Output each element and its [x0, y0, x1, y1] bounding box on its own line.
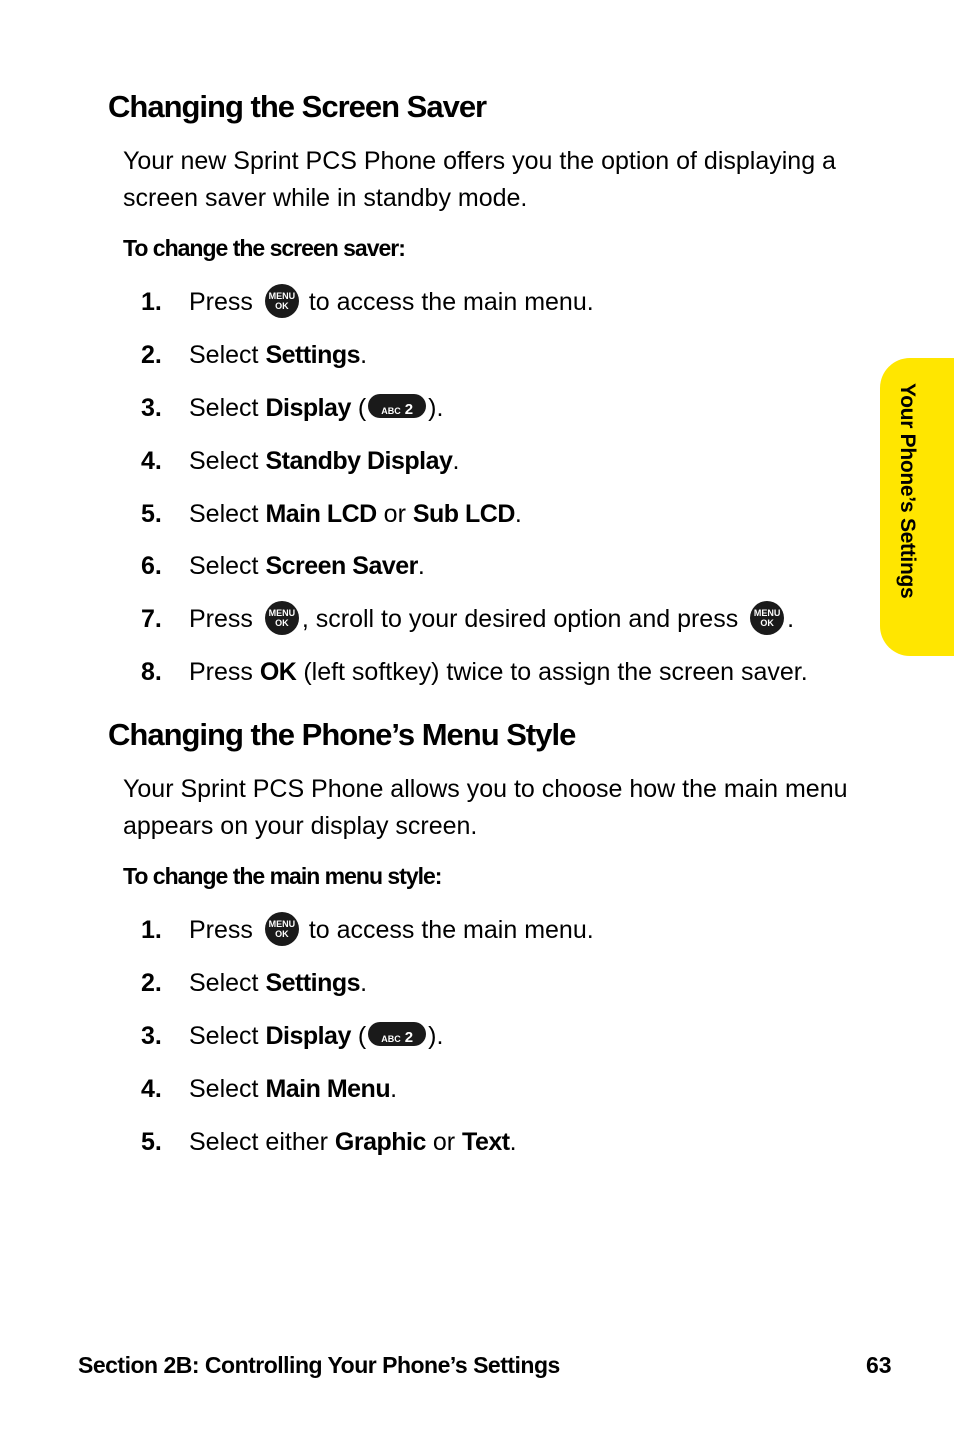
- page-number: 63: [866, 1352, 892, 1378]
- step-item: 6. Select Screen Saver.: [0, 546, 900, 586]
- section-intro-screen-saver: Your new Sprint PCS Phone offers you the option of displaying a screen saver while in standby mode.: [123, 147, 836, 212]
- step-number: 3.: [141, 394, 162, 422]
- step-item: 5. Select either Graphic or Text.: [0, 1122, 900, 1162]
- step-number: 5.: [141, 1128, 162, 1156]
- step-number: 3.: [141, 1022, 162, 1050]
- procedure-heading-menu-style: To change the main menu style:: [123, 863, 442, 889]
- step-number: 2.: [141, 341, 162, 369]
- menu-ok-key-icon: MENU OK: [265, 284, 299, 318]
- menu-ok-key-icon: MENU OK: [265, 912, 299, 946]
- step-item: 4. Select Standby Display.: [0, 441, 900, 481]
- step-item: 1. Press MENU OK to access the main menu.: [0, 910, 900, 950]
- step-item: 4. Select Main Menu.: [0, 1069, 900, 1109]
- step-number: 7.: [141, 605, 162, 633]
- section-heading-screen-saver: Changing the Screen Saver: [108, 89, 487, 124]
- section-intro-menu-style: Your Sprint PCS Phone allows you to choose how the main menu appears on your display screen.: [123, 775, 848, 840]
- step-item: 2. Select Settings.: [0, 335, 900, 375]
- step-number: 4.: [141, 447, 162, 475]
- step-item: 3. Select Display ( ABC 2 ).: [0, 388, 900, 428]
- abc-2-key-icon: ABC 2: [368, 1022, 426, 1046]
- step-item: 7. Press MENU OK , scroll to your desired option and press MENU OK .: [0, 599, 900, 639]
- step-number: 4.: [141, 1075, 162, 1103]
- step-item: 2. Select Settings.: [0, 963, 900, 1003]
- step-number: 1.: [141, 916, 162, 944]
- step-item: 8. Press OK (left softkey) twice to assign the screen saver.: [0, 652, 900, 692]
- step-item: 5. Select Main LCD or Sub LCD.: [0, 494, 900, 534]
- step-number: 6.: [141, 552, 162, 580]
- step-number: 5.: [141, 500, 162, 528]
- step-number: 1.: [141, 288, 162, 316]
- menu-ok-key-icon: MENU OK: [265, 601, 299, 635]
- section-heading-menu-style: Changing the Phone’s Menu Style: [108, 717, 576, 752]
- step-item: 1. Press MENU OK to access the main menu.: [0, 282, 900, 322]
- step-number: 8.: [141, 658, 162, 686]
- footer-section-title: Section 2B: Controlling Your Phone’s Settings: [78, 1352, 560, 1378]
- step-item: 3. Select Display ( ABC 2 ).: [0, 1016, 900, 1056]
- abc-2-key-icon: ABC 2: [368, 394, 426, 418]
- step-number: 2.: [141, 969, 162, 997]
- side-tab-label: Your Phone’s Settings: [896, 383, 919, 599]
- procedure-heading-screen-saver: To change the screen saver:: [123, 235, 405, 261]
- menu-ok-key-icon: MENU OK: [750, 601, 784, 635]
